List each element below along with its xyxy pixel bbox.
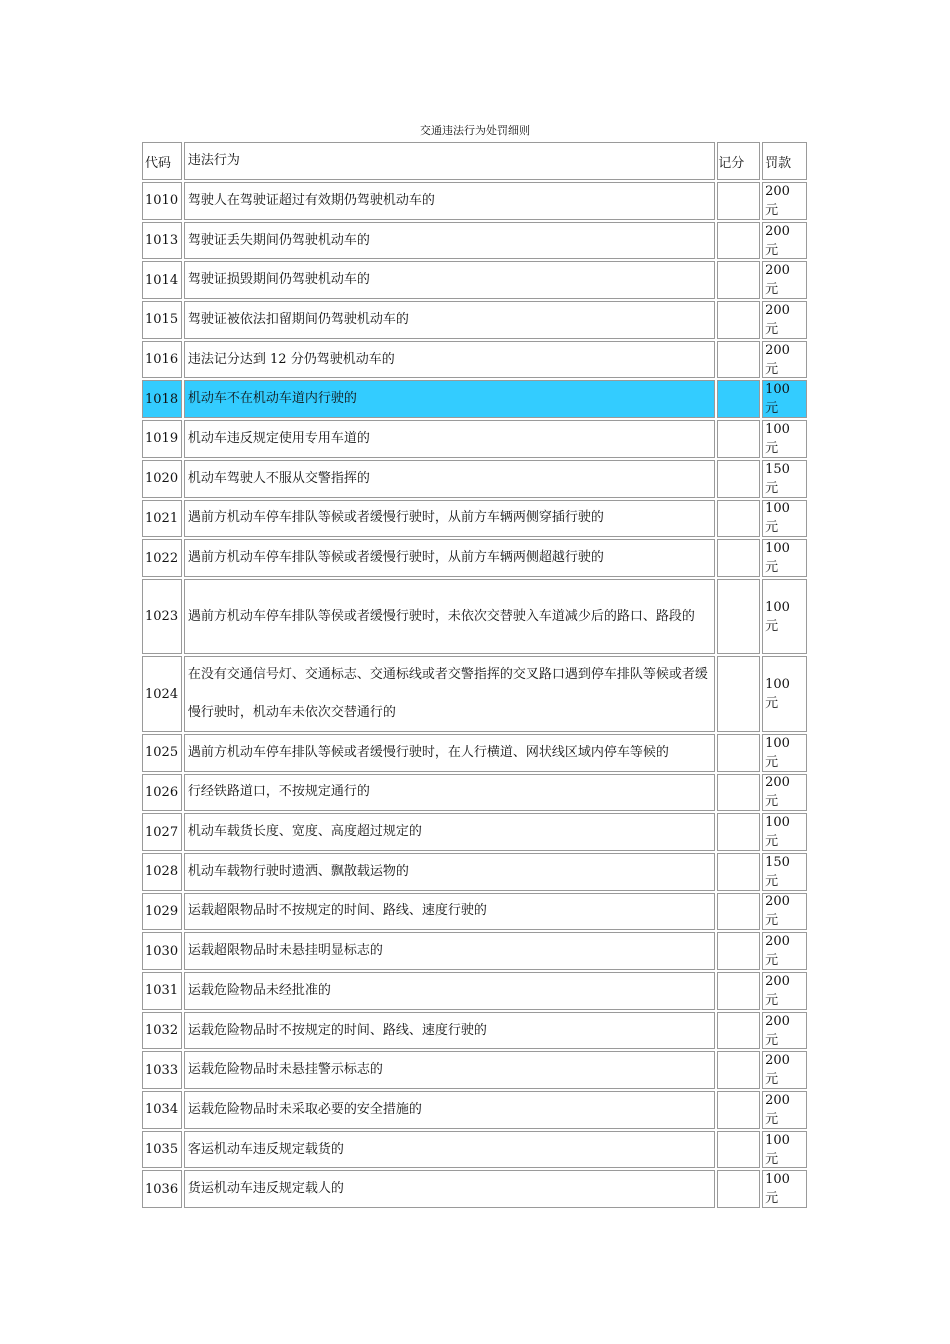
table-row — [141, 1011, 808, 1051]
table-row — [141, 419, 808, 459]
row-description: 遇前方机动车停车排队等侯或者缓慢行驶时，未依次交替驶入车道减少后的路口、路段的 — [184, 579, 715, 655]
header-code: 代码 — [142, 142, 182, 180]
row-code: 1035 — [142, 1131, 182, 1169]
table-row — [141, 1169, 808, 1209]
row-points — [717, 1091, 760, 1129]
row-fine: 200 元 — [762, 972, 807, 1010]
row-points — [717, 1012, 760, 1050]
row-description: 运载危险物品时未采取必要的安全措施的 — [184, 1091, 715, 1129]
row-points — [717, 656, 760, 732]
table-row — [141, 1050, 808, 1090]
table-row — [141, 773, 808, 813]
row-code: 1033 — [142, 1051, 182, 1089]
row-code: 1036 — [142, 1170, 182, 1208]
row-description: 遇前方机动车停车排队等候或者缓慢行驶时，从前方车辆两侧穿插行驶的 — [184, 500, 715, 538]
row-points — [717, 813, 760, 851]
table-row — [141, 1130, 808, 1170]
row-points — [717, 261, 760, 299]
row-points — [717, 1170, 760, 1208]
table-row — [141, 260, 808, 300]
table-row — [141, 1090, 808, 1130]
row-description: 运载危险物品未经批准的 — [184, 972, 715, 1010]
row-code: 1022 — [142, 539, 182, 577]
row-points — [717, 853, 760, 891]
row-code: 1020 — [142, 460, 182, 498]
row-fine: 200 元 — [762, 1051, 807, 1089]
table-row — [141, 733, 808, 773]
row-fine: 100 元 — [762, 420, 807, 458]
table-header-row — [141, 141, 808, 181]
table-row — [141, 578, 808, 656]
row-description: 运载危险物品时不按规定的时间、路线、速度行驶的 — [184, 1012, 715, 1050]
violations-table — [141, 141, 808, 1209]
row-fine: 100 元 — [762, 656, 807, 732]
row-fine: 100 元 — [762, 1170, 807, 1208]
row-code: 1028 — [142, 853, 182, 891]
row-fine: 200 元 — [762, 1012, 807, 1050]
row-code: 1015 — [142, 301, 182, 339]
row-fine: 100 元 — [762, 813, 807, 851]
row-fine: 100 元 — [762, 500, 807, 538]
row-points — [717, 301, 760, 339]
table-row — [141, 892, 808, 932]
row-points — [717, 182, 760, 220]
table-row — [141, 931, 808, 971]
row-points — [717, 500, 760, 538]
row-description: 在没有交通信号灯、交通标志、交通标线或者交警指挥的交叉路口遇到停车排队等候或者缓慢行驶时，机动车未依次交替通行的 — [184, 656, 715, 732]
row-description: 驾驶证被依法扣留期间仍驾驶机动车的 — [184, 301, 715, 339]
row-description: 遇前方机动车停车排队等候或者缓慢行驶时，从前方车辆两侧超越行驶的 — [184, 539, 715, 577]
header-fine: 罚款 — [762, 142, 807, 180]
row-description: 机动车不在机动车道内行驶的 — [184, 380, 715, 418]
table-row — [141, 300, 808, 340]
row-points — [717, 222, 760, 260]
row-description: 行经铁路道口，不按规定通行的 — [184, 774, 715, 812]
row-code: 1034 — [142, 1091, 182, 1129]
table-row — [141, 459, 808, 499]
row-description: 运载危险物品时未悬挂警示标志的 — [184, 1051, 715, 1089]
row-description: 机动车驾驶人不服从交警指挥的 — [184, 460, 715, 498]
header-description: 违法行为 — [184, 142, 715, 180]
table-row — [141, 812, 808, 852]
row-fine: 100 元 — [762, 539, 807, 577]
row-points — [717, 341, 760, 379]
row-description: 客运机动车违反规定载货的 — [184, 1131, 715, 1169]
row-points — [717, 893, 760, 931]
row-fine: 200 元 — [762, 932, 807, 970]
row-code: 1014 — [142, 261, 182, 299]
row-description: 运载超限物品时不按规定的时间、路线、速度行驶的 — [184, 893, 715, 931]
row-description: 货运机动车违反规定载人的 — [184, 1170, 715, 1208]
table-row — [141, 340, 808, 380]
table-body — [141, 181, 808, 1209]
row-description: 驾驶人在驾驶证超过有效期仍驾驶机动车的 — [184, 182, 715, 220]
row-code: 1018 — [142, 380, 182, 418]
table-row — [141, 221, 808, 261]
row-fine: 200 元 — [762, 301, 807, 339]
table-row — [141, 379, 808, 419]
document-title: 交通违法行为处罚细则 — [420, 124, 530, 137]
row-fine: 200 元 — [762, 1091, 807, 1129]
row-fine: 200 元 — [762, 893, 807, 931]
row-description: 机动车违反规定使用专用车道的 — [184, 420, 715, 458]
row-code: 1023 — [142, 579, 182, 655]
row-code: 1013 — [142, 222, 182, 260]
row-fine: 100 元 — [762, 1131, 807, 1169]
row-points — [717, 579, 760, 655]
row-fine: 100 元 — [762, 734, 807, 772]
header-points: 记分 — [717, 142, 760, 180]
row-description: 机动车载物行驶时遗洒、飘散载运物的 — [184, 853, 715, 891]
row-fine: 200 元 — [762, 222, 807, 260]
row-description: 遇前方机动车停车排队等候或者缓慢行驶时，在人行横道、网状线区域内停车等候的 — [184, 734, 715, 772]
row-description: 违法记分达到 12 分仍驾驶机动车的 — [184, 341, 715, 379]
row-description: 机动车载货长度、宽度、高度超过规定的 — [184, 813, 715, 851]
table-row — [141, 499, 808, 539]
row-code: 1029 — [142, 893, 182, 931]
row-fine: 150 元 — [762, 853, 807, 891]
row-points — [717, 932, 760, 970]
row-code: 1021 — [142, 500, 182, 538]
row-code: 1019 — [142, 420, 182, 458]
table-row — [141, 971, 808, 1011]
row-description: 驾驶证损毁期间仍驾驶机动车的 — [184, 261, 715, 299]
row-fine: 200 元 — [762, 774, 807, 812]
row-fine: 200 元 — [762, 261, 807, 299]
row-code: 1024 — [142, 656, 182, 732]
row-fine: 100 元 — [762, 579, 807, 655]
row-points — [717, 539, 760, 577]
row-code: 1030 — [142, 932, 182, 970]
row-fine: 150 元 — [762, 460, 807, 498]
row-points — [717, 380, 760, 418]
row-code: 1031 — [142, 972, 182, 1010]
row-code: 1027 — [142, 813, 182, 851]
row-points — [717, 1051, 760, 1089]
row-points — [717, 972, 760, 1010]
row-code: 1026 — [142, 774, 182, 812]
row-points — [717, 460, 760, 498]
table-row — [141, 852, 808, 892]
row-fine: 200 元 — [762, 341, 807, 379]
table-row — [141, 181, 808, 221]
row-code: 1016 — [142, 341, 182, 379]
row-code: 1010 — [142, 182, 182, 220]
row-code: 1025 — [142, 734, 182, 772]
row-fine: 100 元 — [762, 380, 807, 418]
row-fine: 200 元 — [762, 182, 807, 220]
row-points — [717, 734, 760, 772]
row-points — [717, 774, 760, 812]
row-description: 运载超限物品时未悬挂明显标志的 — [184, 932, 715, 970]
row-points — [717, 420, 760, 458]
row-description: 驾驶证丢失期间仍驾驶机动车的 — [184, 222, 715, 260]
table-row — [141, 655, 808, 733]
row-points — [717, 1131, 760, 1169]
row-code: 1032 — [142, 1012, 182, 1050]
table-row — [141, 538, 808, 578]
